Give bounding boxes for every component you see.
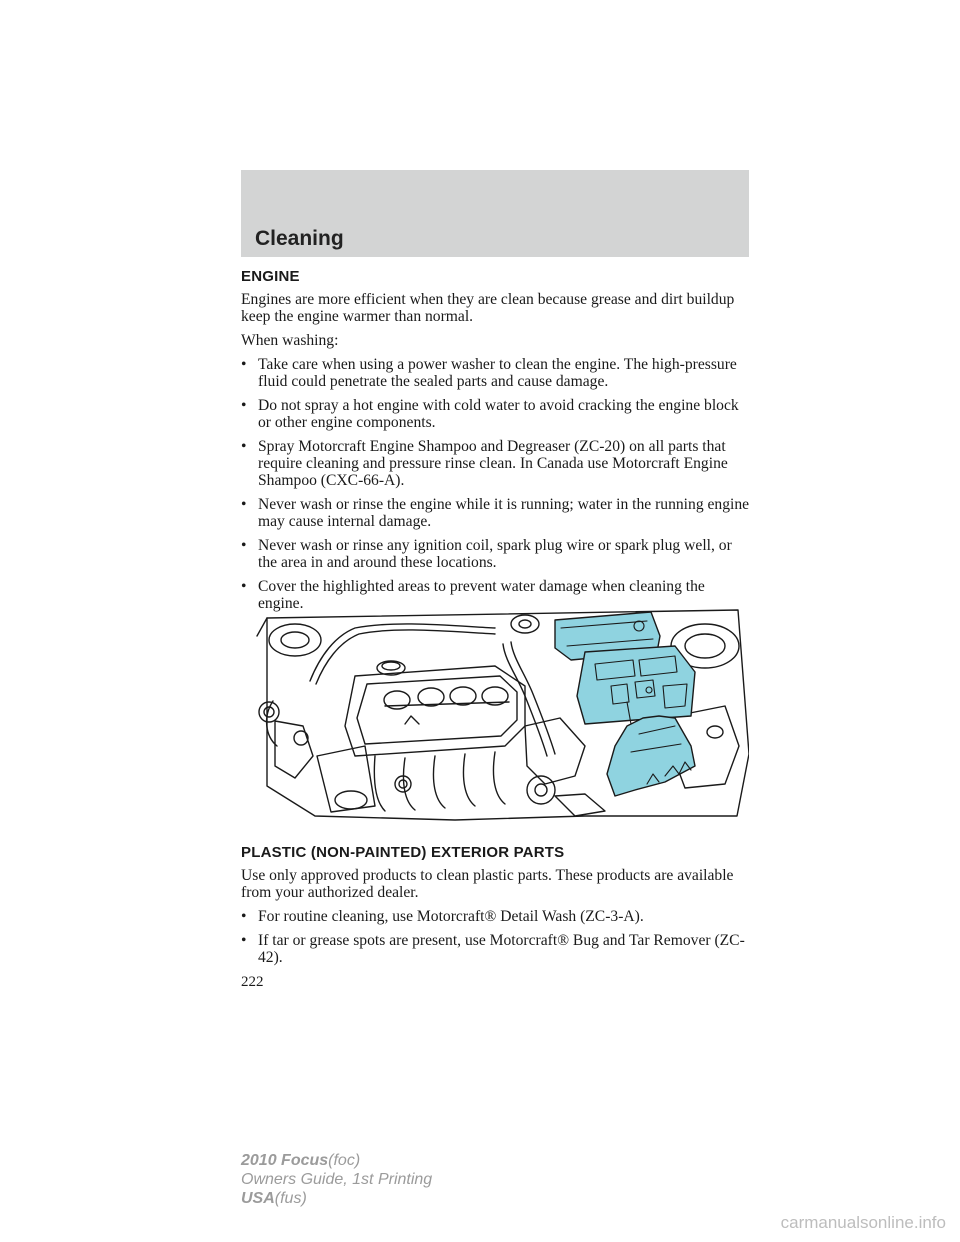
engine-section — [241, 268, 751, 619]
list-item — [241, 438, 751, 489]
footer-model: 2010 Focus — [241, 1152, 329, 1169]
bullet-text: Take care when using a power washer to clean the engine. The high-pressure fluid could penetrate the sealed parts and cause damage. — [258, 356, 737, 390]
list-item — [241, 496, 751, 530]
when-washing-label: When washing: — [241, 332, 339, 349]
bullet-glyph: • — [241, 908, 247, 925]
bullet-glyph: • — [241, 356, 247, 373]
footer-model-code: (foc) — [328, 1152, 361, 1169]
list-item — [241, 397, 751, 431]
list-item — [241, 537, 751, 571]
bullet-glyph: • — [241, 537, 247, 554]
list-item — [241, 908, 751, 925]
engine-intro: Engines are more efficient when they are clean because grease and dirt buildup keep the engine warmer than normal. — [241, 291, 735, 325]
plastic-section — [241, 844, 751, 973]
bullet-text: If tar or grease spots are present, use Motorcraft® Bug and Tar Remover (ZC-42). — [258, 932, 745, 966]
print-footer — [241, 1151, 432, 1208]
bullet-glyph: • — [241, 438, 247, 455]
page-number: 222 — [241, 974, 264, 990]
footer-line-1 — [241, 1151, 432, 1170]
bullet-text: Do not spray a hot engine with cold water to avoid cracking the engine block or other engine components. — [258, 397, 739, 431]
engine-compartment-illustration — [255, 606, 749, 829]
bullet-glyph: • — [241, 397, 247, 414]
footer-market: USA — [241, 1190, 275, 1207]
bullet-text: Cover the highlighted areas to prevent water damage when cleaning the engine. — [258, 578, 705, 612]
list-item — [241, 932, 751, 966]
bullet-glyph: • — [241, 496, 247, 513]
bullet-glyph: • — [241, 932, 247, 949]
plastic-intro: Use only approved products to clean plastic parts. These products are available from your authorized dealer. — [241, 867, 734, 901]
watermark: carmanualsonline.info — [780, 1213, 946, 1232]
list-item — [241, 356, 751, 390]
bullet-text: For routine cleaning, use Motorcraft® Detail Wash (ZC-3-A). — [258, 908, 644, 925]
bullet-glyph: • — [241, 578, 247, 595]
bullet-text: Never wash or rinse the engine while it is running; water in the running engine may cause internal damage. — [258, 496, 750, 530]
bullet-text: Spray Motorcraft Engine Shampoo and Degreaser (ZC-20) on all parts that require cleaning and pressure rinse clean. In Canada use Motorcraft Engine Shampoo (CXC-66-A). — [258, 438, 728, 489]
footer-line-2: Owners Guide, 1st Printing — [241, 1171, 433, 1188]
engine-bullet-list — [241, 356, 751, 612]
footer-market-code: (fus) — [274, 1190, 307, 1207]
footer-line-3 — [241, 1189, 432, 1208]
bullet-text: Never wash or rinse any ignition coil, spark plug wire or spark plug well, or the area in and around these locations. — [258, 537, 732, 571]
engine-illustration-svg — [255, 606, 749, 829]
engine-heading: ENGINE — [241, 268, 300, 285]
section-title: Cleaning — [255, 227, 344, 250]
plastic-bullet-list — [241, 908, 751, 966]
plastic-heading: PLASTIC (NON-PAINTED) EXTERIOR PARTS — [241, 844, 565, 861]
